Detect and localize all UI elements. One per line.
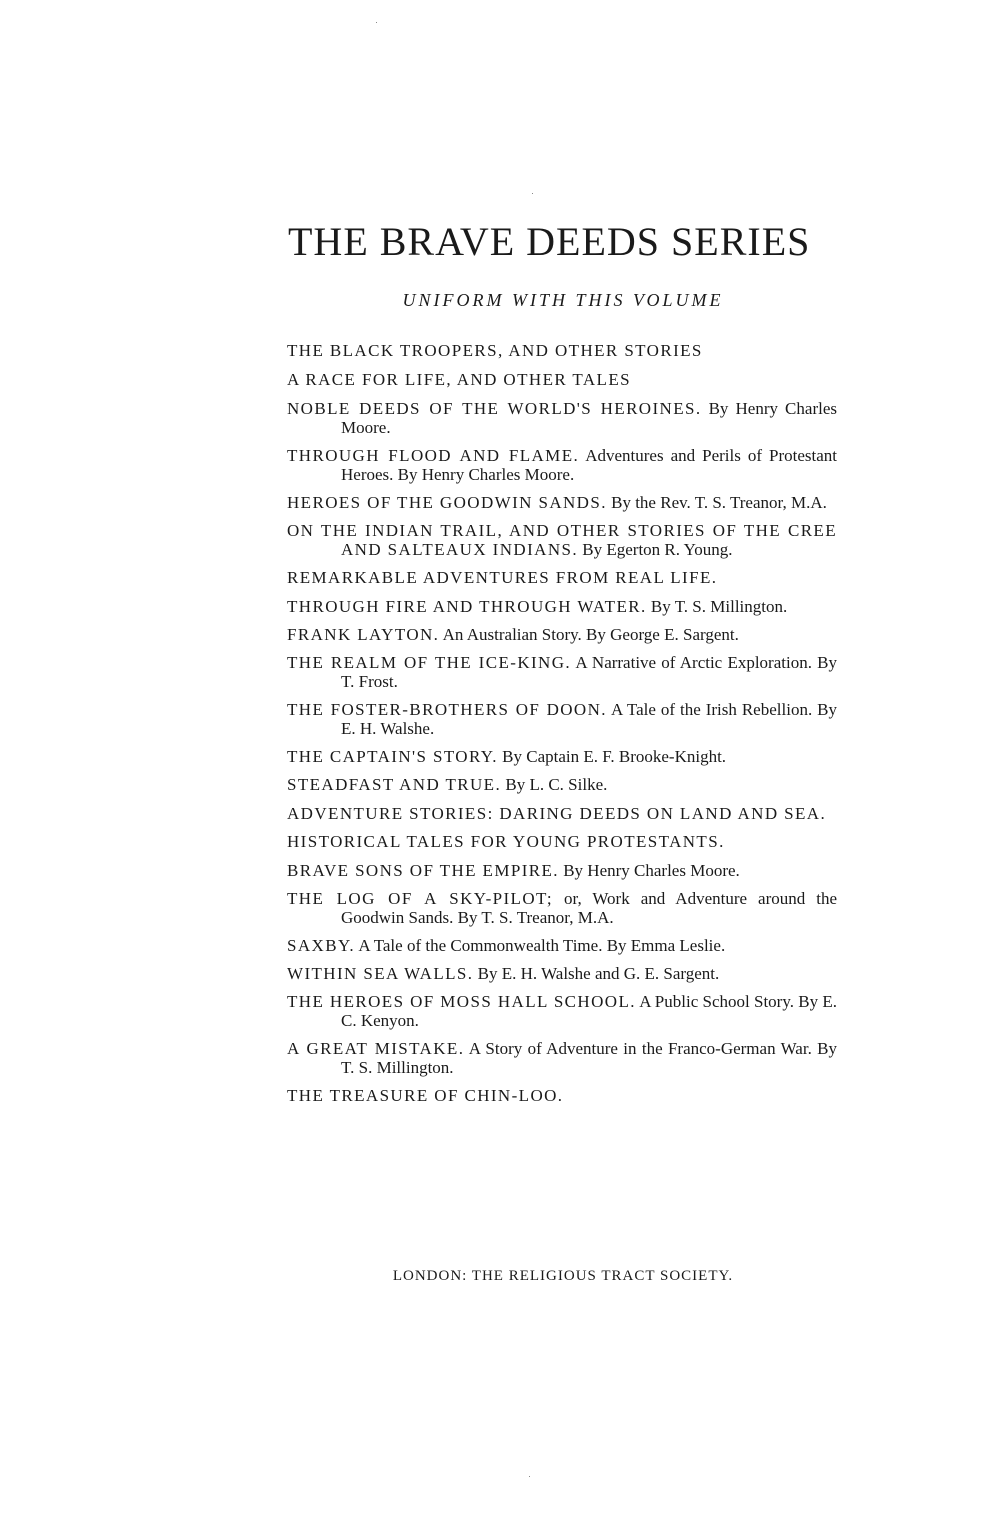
book-detail: By T. S. Millington. [650, 597, 788, 616]
book-title: A RACE FOR LIFE, AND OTHER TALES [287, 370, 631, 389]
book-detail: A Narrative of Arctic Exploration. By T. Frost. [341, 653, 838, 691]
book-title: THROUGH FIRE AND THROUGH WATER. [287, 597, 647, 616]
book-title: THE CAPTAIN'S STORY. [287, 747, 498, 766]
book-detail: By the Rev. T. S. Treanor, M.A. [611, 493, 827, 512]
print-speck [376, 22, 377, 23]
book-entry [287, 568, 837, 587]
series-subtitle: UNIFORM WITH THIS VOLUME [402, 290, 724, 310]
book-entry [287, 861, 837, 880]
book-entry [287, 1086, 837, 1105]
book-entry [287, 964, 837, 983]
book-detail: or, Work and Adventure around the Goodwin Sands. By T. S. Treanor, M.A. [341, 889, 837, 927]
book-entry [287, 936, 837, 955]
series-title: THE BRAVE DEEDS SERIES [288, 219, 811, 264]
book-title: THROUGH FLOOD AND FLAME. [287, 446, 580, 465]
book-list [287, 341, 837, 1115]
book-title: BRAVE SONS OF THE EMPIRE. [287, 861, 559, 880]
book-title: ADVENTURE STORIES: DARING DEEDS ON LAND AND SEA. [287, 804, 827, 823]
book-entry [287, 832, 837, 851]
book-detail: By Egerton R. Young. [582, 540, 733, 559]
book-entry [287, 521, 837, 559]
book-entry [287, 399, 837, 437]
book-title: THE LOG OF A SKY-PILOT; [287, 889, 553, 908]
book-entry [287, 775, 837, 794]
book-title: THE FOSTER-BROTHERS OF DOON. [287, 700, 607, 719]
book-detail: By Captain E. F. Brooke-Knight. [502, 747, 727, 766]
book-title: ON THE INDIAN TRAIL, AND OTHER STORIES OF THE CREE AND SALTEAUX INDIANS. [287, 521, 837, 559]
book-detail: An Australian Story. By George E. Sargent. [442, 625, 739, 644]
book-detail: A Tale of the Commonwealth Time. By Emma Leslie. [358, 936, 726, 955]
book-entry [287, 1039, 837, 1077]
book-title: HISTORICAL TALES FOR YOUNG PROTESTANTS. [287, 832, 725, 851]
book-title: WITHIN SEA WALLS. [287, 964, 474, 983]
book-title: THE TREASURE OF CHIN-LOO. [287, 1086, 564, 1105]
book-title: NOBLE DEEDS OF THE WORLD'S HEROINES. [287, 399, 702, 418]
book-entry [287, 625, 837, 644]
book-detail: By Henry Charles Moore. [563, 861, 740, 880]
book-entry [287, 889, 837, 927]
book-title: STEADFAST AND TRUE. [287, 775, 502, 794]
book-detail: By E. H. Walshe and G. E. Sargent. [477, 964, 720, 983]
book-entry [287, 747, 837, 766]
print-speck [529, 1476, 530, 1477]
book-detail: Adventures and Perils of Protestant Heroes. By Henry Charles Moore. [341, 446, 837, 484]
book-entry [287, 804, 837, 823]
book-title: A GREAT MISTAKE. [287, 1039, 465, 1058]
book-entry [287, 493, 837, 512]
book-title: REMARKABLE ADVENTURES FROM REAL LIFE. [287, 568, 718, 587]
book-detail: A Public School Story. By E. C. Kenyon. [341, 992, 837, 1030]
book-title: THE HEROES OF MOSS HALL SCHOOL. [287, 992, 636, 1011]
book-entry [287, 341, 837, 360]
book-title: THE REALM OF THE ICE-KING. [287, 653, 572, 672]
book-entry [287, 653, 837, 691]
book-entry [287, 370, 837, 389]
book-entry [287, 700, 837, 738]
book-detail: By Henry Charles Moore. [341, 399, 837, 437]
book-detail: By L. C. Silke. [505, 775, 608, 794]
book-entry [287, 597, 837, 616]
book-detail: A Tale of the Irish Rebellion. By E. H. Walshe. [341, 700, 837, 738]
book-entry [287, 992, 837, 1030]
book-title: THE BLACK TROOPERS, AND OTHER STORIES [287, 341, 703, 360]
book-title: SAXBY. [287, 936, 356, 955]
book-title: HEROES OF THE GOODWIN SANDS. [287, 493, 607, 512]
print-speck [532, 193, 533, 194]
book-detail: A Story of Adventure in the Franco-German War. By T. S. Millington. [341, 1039, 837, 1077]
publisher-imprint: LONDON: THE RELIGIOUS TRACT SOCIETY. [392, 1268, 734, 1284]
book-title: FRANK LAYTON. [287, 625, 440, 644]
book-entry [287, 446, 837, 484]
